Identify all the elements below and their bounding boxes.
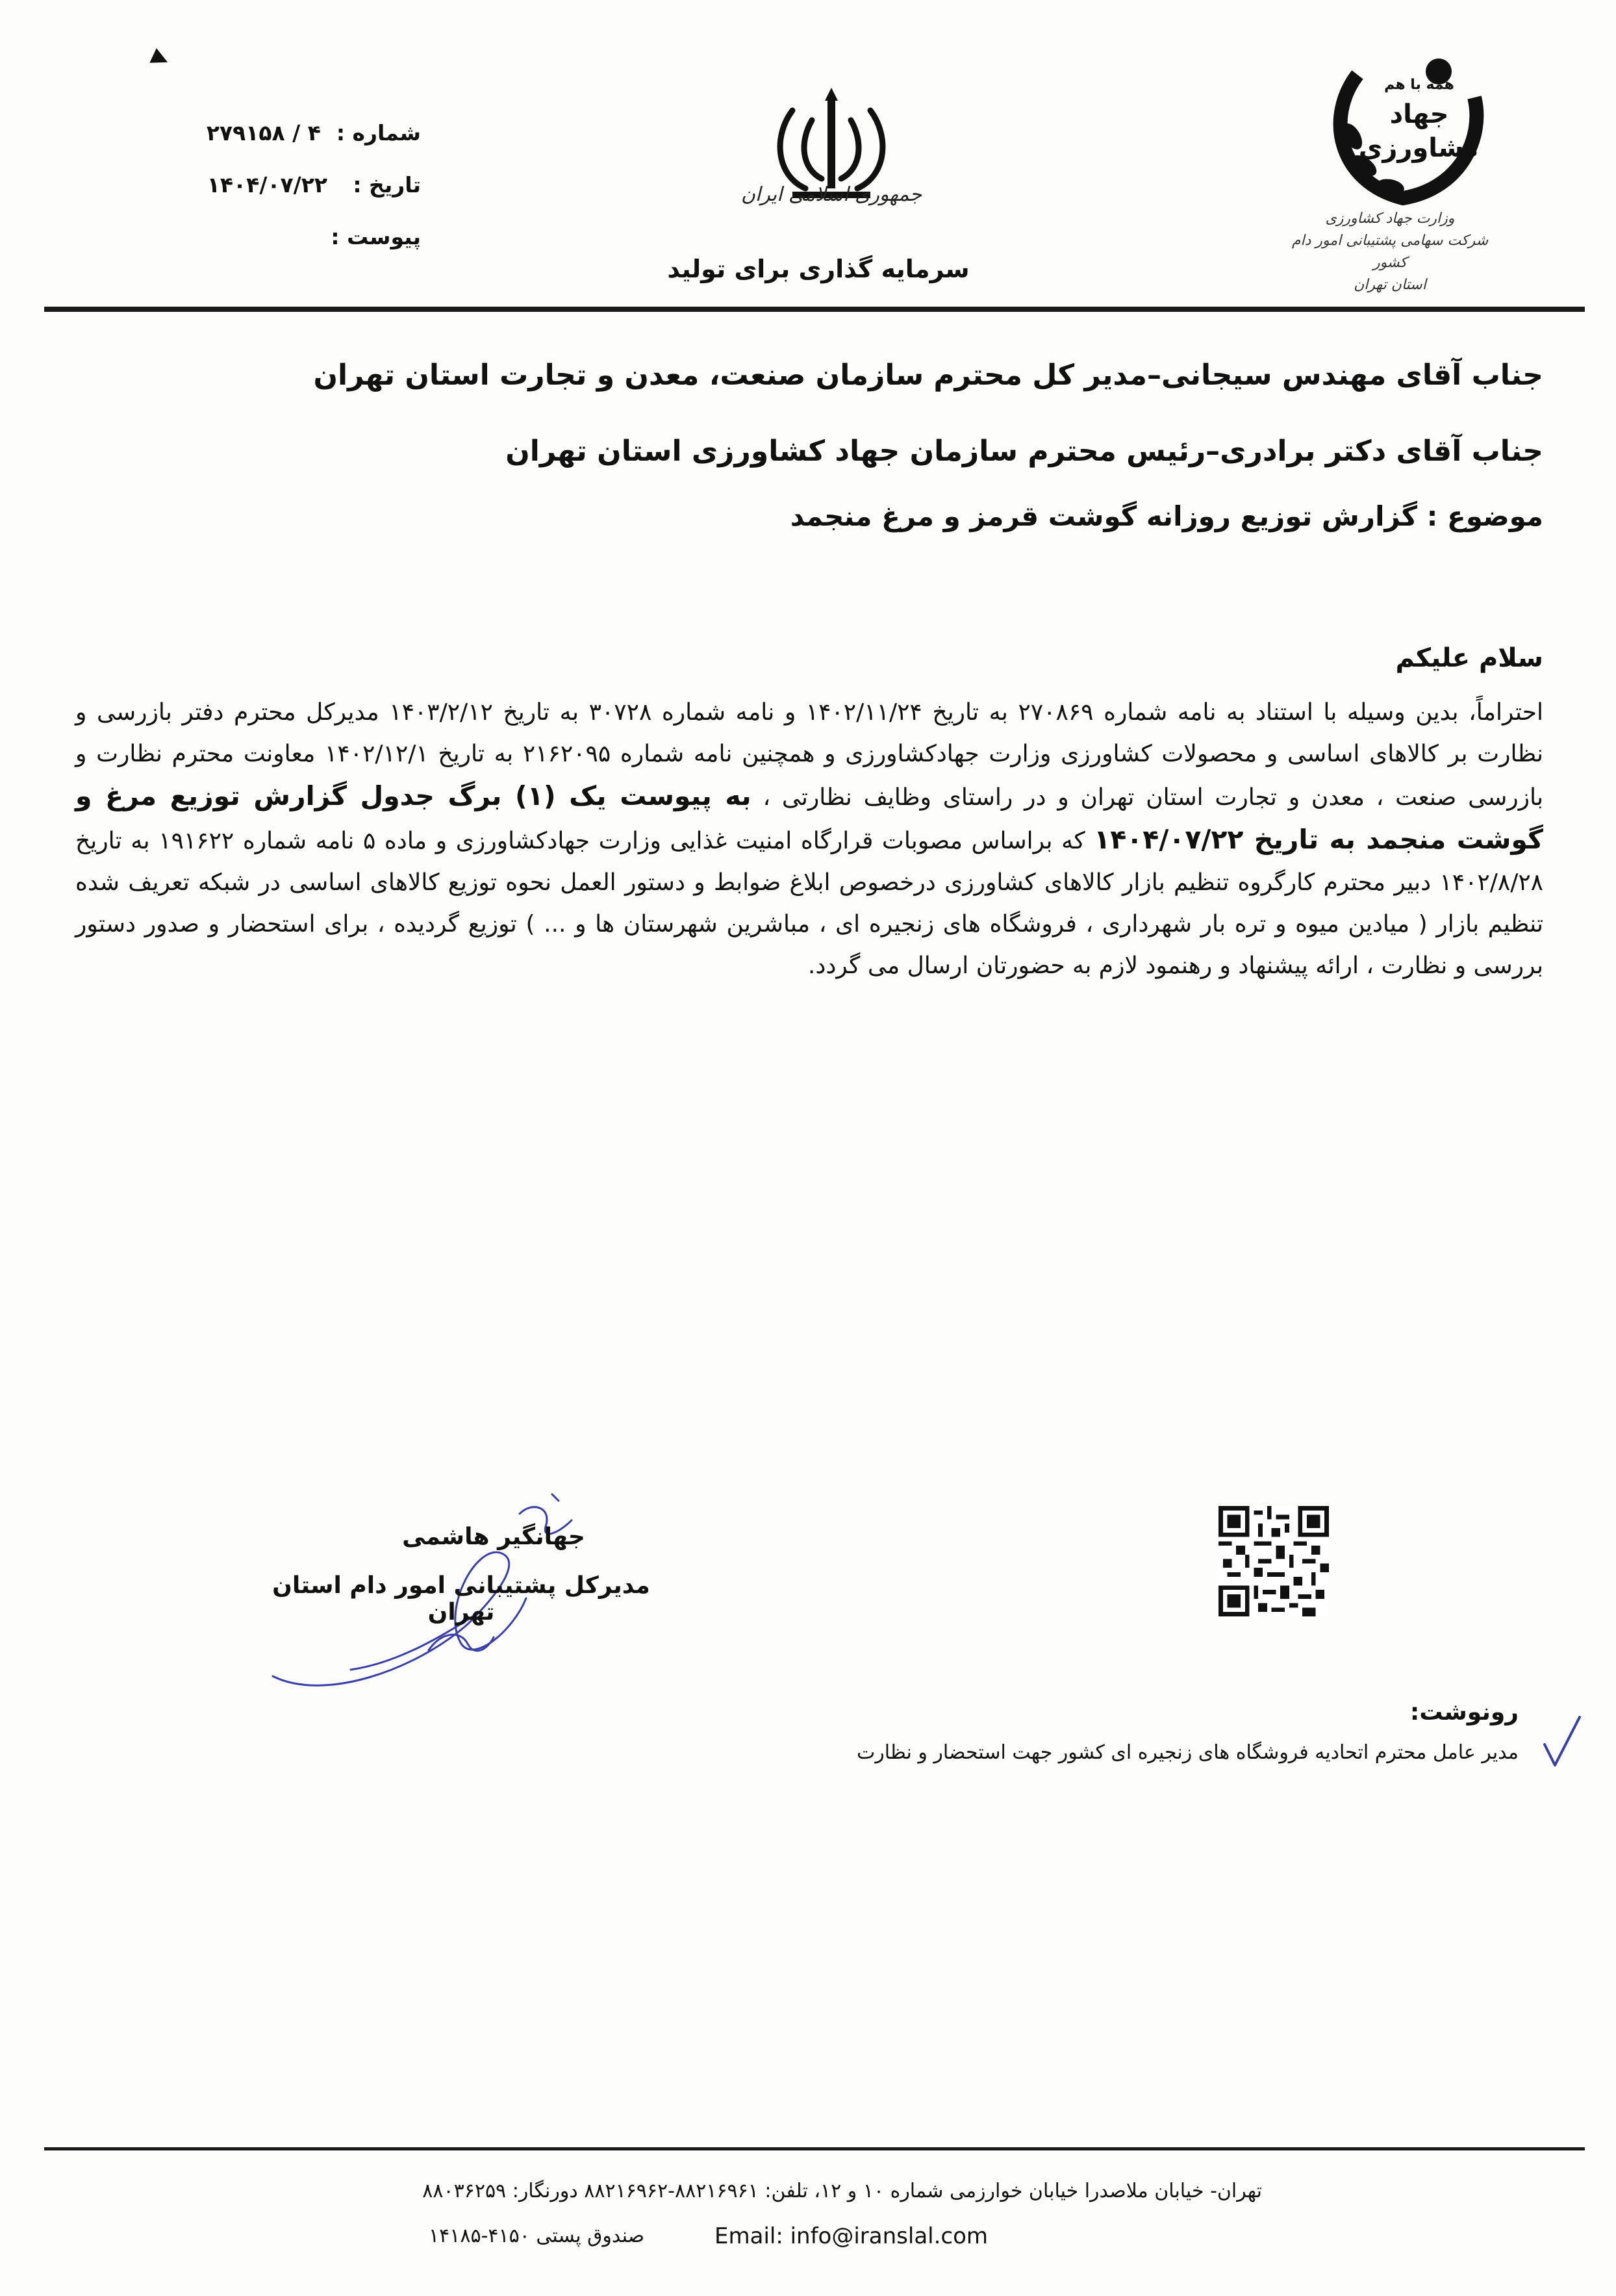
addressee-1: جناب آقای مهندس سیجانی–مدیر کل محترم سازمان صنعت، معدن و تجارت استان تهران <box>313 359 1543 392</box>
ministry-line: وزارت جهاد کشاورزی <box>1325 210 1455 227</box>
checkmark-icon <box>1539 1712 1585 1770</box>
slogan: سرمایه گذاری برای تولید <box>667 255 970 283</box>
ministry-text <box>1286 208 1494 296</box>
letter-number-label: شماره : <box>336 120 421 146</box>
cc-item: مدیر عامل محترم اتحادیه فروشگاه های زنجیره ای کشور جهت استحضار و نظارت <box>856 1741 1519 1764</box>
government-name: جمهوری اسلامی ایران <box>740 183 922 206</box>
letter-number-row <box>161 120 421 146</box>
logo-text: جهاد کشاورزی <box>1358 99 1480 163</box>
footer-divider <box>44 2147 1585 2150</box>
letter-date-value: ۱۴۰۴/۰۷/۲۲ <box>207 172 327 198</box>
logo-top-text: همه با هم <box>1384 77 1454 93</box>
body-part-2: که براساس مصوبات قرارگاه امنیت غذایی وزارت جهادکشاورزی و ماده ۵ نامه شماره ۱۹۱۶۲۲ به تاریخ ۱۴۰۲/۸/۲۸ دبیر محترم کارگروه تنظیم بازار کالاهای کشاورزی درخصوص ابلاغ ضوابط و دستور العمل نحوه توزیع کالاهای اساسی در شبکه تعریف شده تنظیم بازار ( میادین میوه و تره بار شهرداری ، فروشگاه های زنجیره ای ، مباشرین شهرستان ها و ... ) توزیع گردیده ، برای استحضار و صدور دستور بررسی و نظارت ، ارائه پیشنهاد و رهنمود لازم به حضورتان ارسال می گردد. <box>75 828 1543 979</box>
footer-address: تهران- خیابان ملاصدرا خیابان خوارزمی شماره ۱۰ و ۱۲، تلفن: ۸۸۲۱۶۹۶۱-۸۸۲۱۶۹۶۲ دورنگار: ۸۸۰۳۶۲۵۹ <box>422 2180 1262 2202</box>
attachment-row <box>161 224 421 249</box>
subject-line: موضوع : گزارش توزیع روزانه گوشت قرمز و مرغ منجمد <box>790 500 1543 532</box>
letter-date-row <box>161 172 421 198</box>
letter-number-value: ۴ / ۲۷۹۱۵۸ <box>206 120 321 146</box>
letter-date-label: تاریخ : <box>353 172 421 198</box>
header-divider <box>44 307 1585 312</box>
jihad-keshavarzi-logo <box>1319 39 1494 214</box>
corner-mark: ▸ <box>145 36 177 77</box>
body-part-1: احتراماً، بدین وسیله با استناد به نامه شماره ۲۷۰۸۶۹ به تاریخ ۱۴۰۲/۱۱/۲۴ و نامه شماره ۳۰۷۲۸ به تاریخ ۱۴۰۳/۲/۱۲ مدیرکل محترم دفتر بازرسی و نظارت بر کالاهای اساسی و محصولات کشاورزی وزارت جهادکشاورزی و همچنین نامه شماره ۲۱۶۲۰۹۵ به تاریخ ۱۴۰۲/۱۲/۱ معاونت محترم نظارت و بازرسی صنعت ، معدن و تجارت استان تهران و در راستای وظایف نظارتی ، <box>75 699 1544 811</box>
footer-email: Email: info@iranslal.com <box>714 2223 989 2249</box>
attachment-label: پیوست : <box>331 224 421 249</box>
ministry-line: استان تهران <box>1354 277 1426 293</box>
addressee-2: جناب آقای دکتر برادری–رئیس محترم سازمان جهاد کشاورزی استان تهران <box>505 435 1543 468</box>
greeting: سلام علیکم <box>1395 643 1543 673</box>
qr-code <box>1218 1506 1329 1616</box>
signer-name: جهانگیر هاشمی <box>402 1524 585 1550</box>
footer-po-box: صندوق پستی ۴۱۵۰-۱۴۱۸۵ <box>429 2225 645 2247</box>
cc-label: رونوشت: <box>1409 1699 1519 1726</box>
letter-body <box>75 692 1543 987</box>
ministry-line: شرکت سهامی پشتیبانی امور دام کشور <box>1291 233 1489 271</box>
signer-title: مدیرکل پشتیبانی امور دام استان تهران <box>272 1572 650 1626</box>
body-bold-part: به پیوست یک (۱) برگ جدول گزارش توزیع مرغ و گوشت منجمد به تاریخ ۱۴۰۴/۰۷/۲۲ <box>75 780 1543 855</box>
